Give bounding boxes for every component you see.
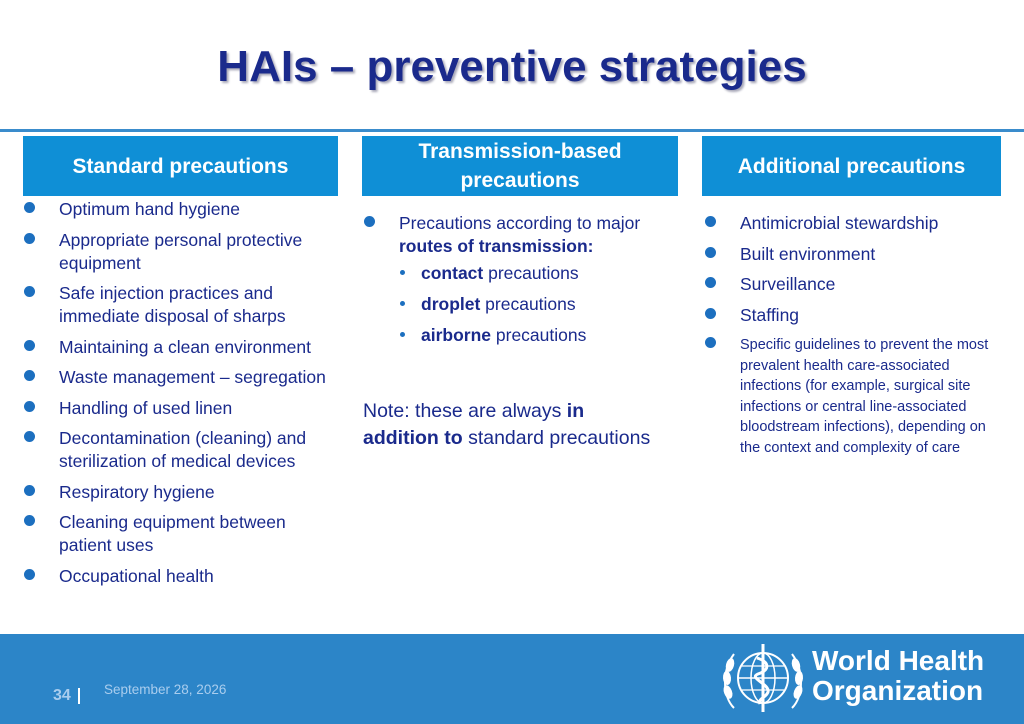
- header-standard-precautions: Standard precautions: [23, 136, 338, 196]
- list-item-text: Decontamination (cleaning) and sterilization of medical devices: [59, 428, 307, 471]
- transmission-precautions-list: [362, 212, 677, 355]
- list-item: [22, 511, 340, 557]
- list-item-text: Handling of used linen: [59, 397, 233, 418]
- bullet-icon: [24, 401, 35, 412]
- route-suffix: precautions: [491, 325, 587, 345]
- route-name: contact: [421, 263, 484, 283]
- sub-bullet-icon: [400, 270, 405, 275]
- sub-bullet-icon: [400, 301, 405, 306]
- bullet-icon: [24, 340, 35, 351]
- slide-title: HAIs – preventive strategies: [217, 42, 807, 91]
- list-item-text: Safe injection practices and immediate disposal of sharps: [59, 283, 286, 326]
- list-item: [22, 229, 340, 275]
- bullet-icon: [24, 233, 35, 244]
- bullet-icon: [705, 337, 716, 348]
- bullet-icon: [705, 216, 716, 227]
- who-emblem-icon: [720, 640, 806, 716]
- list-item-text: Occupational health: [59, 565, 214, 586]
- header-transmission-based-precautions: [362, 136, 678, 196]
- transmission-routes-sublist: [399, 262, 677, 347]
- who-wordmark-line1: World Health: [812, 645, 985, 676]
- list-item-text: Cleaning equipment between patient uses: [59, 512, 286, 555]
- list-item: [22, 366, 340, 389]
- bullet-icon: [24, 370, 35, 381]
- note-bold: in addition to: [363, 400, 585, 449]
- page-number: 34: [53, 687, 71, 704]
- list-item: [22, 282, 340, 328]
- list-item: [703, 335, 998, 458]
- sub-list-item: [399, 262, 677, 285]
- bullet-icon: [24, 515, 35, 526]
- route-suffix: precautions: [480, 294, 576, 314]
- list-item: [703, 212, 998, 235]
- list-item: [22, 565, 340, 588]
- list-item: [22, 397, 340, 420]
- list-item: [703, 243, 998, 266]
- bullet-icon: [24, 569, 35, 580]
- standard-precautions-list: [22, 198, 340, 595]
- note-before: Note: these are always: [363, 400, 567, 422]
- list-item-text: Specific guidelines to prevent the most prevalent health care-associated infections (for example, surgical site infections or central line-associated bloodstream infections), depending on the context and complexity of care: [740, 337, 989, 456]
- additional-precautions-list: [703, 212, 998, 334]
- slide-date: September 28, 2026: [104, 682, 227, 697]
- list-item: [22, 198, 340, 221]
- bullet-icon: [364, 216, 375, 227]
- list-item: [703, 304, 998, 327]
- list-item: [22, 336, 340, 359]
- list-item: [703, 273, 998, 296]
- bullet-icon: [24, 286, 35, 297]
- bullet-icon: [705, 277, 716, 288]
- list-item-text: Maintaining a clean environment: [59, 336, 311, 357]
- list-item-text: Optimum hand hygiene: [59, 199, 240, 219]
- intro-bold-text: routes of transmission:: [399, 236, 594, 256]
- bullet-icon: [705, 308, 716, 319]
- list-item-text: Waste management – segregation: [59, 367, 326, 387]
- list-item: [362, 212, 677, 347]
- list-item-text: Antimicrobial stewardship: [740, 213, 939, 233]
- list-item-text: Staffing: [740, 304, 800, 325]
- additional-guidelines-list: [703, 335, 998, 466]
- header-additional-precautions: Additional precautions: [702, 136, 1001, 196]
- who-wordmark: [812, 646, 984, 706]
- list-item-text: Respiratory hygiene: [59, 481, 215, 502]
- list-item: [22, 481, 340, 504]
- intro-text: Precautions according to major: [399, 213, 641, 233]
- bullet-icon: [705, 247, 716, 258]
- list-item: [22, 427, 340, 473]
- bullet-icon: [24, 485, 35, 496]
- list-item-text: Built environment: [740, 243, 876, 264]
- who-wordmark-line2: Organization: [812, 675, 984, 706]
- route-name: droplet: [421, 294, 481, 314]
- bullet-icon: [24, 431, 35, 442]
- title-divider: [0, 129, 1024, 132]
- note-text: [363, 398, 663, 451]
- page-number-divider: [78, 688, 80, 704]
- note-after: standard precautions: [462, 426, 651, 449]
- list-item-text: Appropriate personal protective equipment: [59, 229, 303, 273]
- sub-bullet-icon: [400, 332, 405, 337]
- bullet-icon: [24, 202, 35, 213]
- list-item-text: Surveillance: [740, 274, 836, 294]
- sub-list-item: [399, 324, 677, 347]
- sub-list-item: [399, 293, 677, 316]
- route-suffix: precautions: [483, 263, 579, 283]
- route-name: airborne: [421, 325, 492, 345]
- header-transmission-label: Transmission-based precautions: [418, 140, 622, 192]
